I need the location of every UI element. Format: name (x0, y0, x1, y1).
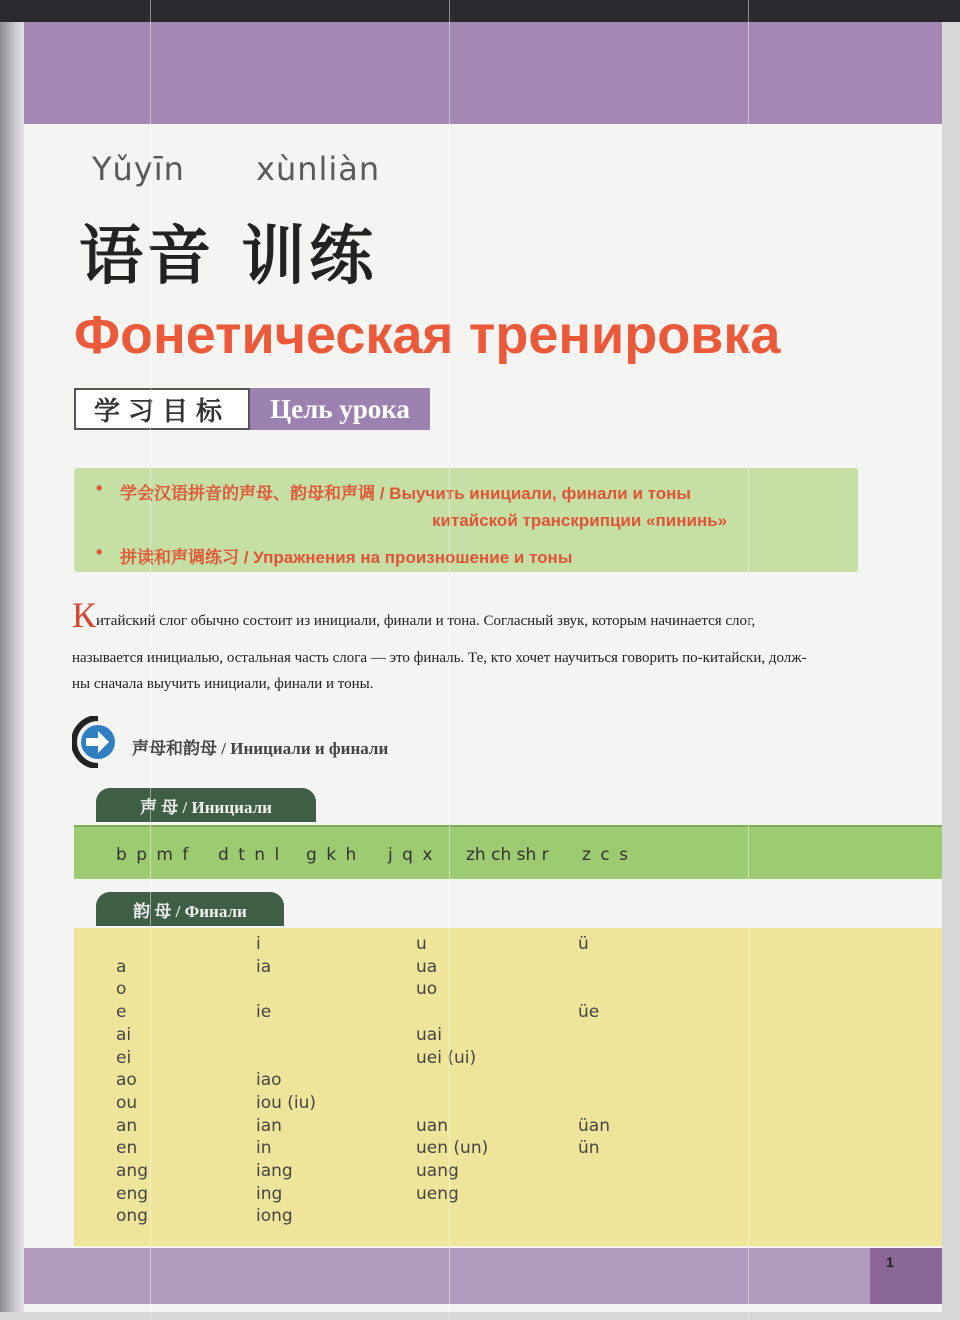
initial-group: zh ch sh r (466, 845, 549, 865)
final-cell: ie (256, 1002, 272, 1023)
scan-top-edge (0, 0, 960, 22)
book-binding (0, 22, 24, 1312)
paragraph-line-2: называется инициалью, остальная часть слога — это финаль. Те, кто хочет научиться говорить по-китайски, долж- (72, 650, 807, 666)
initial-group: z c s (582, 845, 630, 865)
final-cell: ueng (416, 1183, 459, 1204)
goal-label-chinese: 学习目标 (74, 388, 250, 430)
final-cell: i (256, 934, 261, 954)
final-cell: uang (416, 1161, 459, 1181)
paragraph-line-1: итайский слог обычно состоит из инициали, финали и тона. Согласный звук, которым начинается слог, (96, 613, 756, 629)
final-cell: ang (116, 1161, 148, 1181)
final-cell: uai (416, 1024, 442, 1045)
final-cell: an (116, 1115, 138, 1136)
initials-tab: 声 母 / Инициали (96, 788, 316, 822)
paragraph-line-3: ны сначала выучить инициали, финали и тоны. (72, 676, 374, 692)
final-cell: uan (416, 1115, 448, 1136)
bullet-icon: • (96, 478, 103, 498)
section-heading: 声母和韵母 / Инициали и финали (132, 739, 389, 758)
final-cell: ao (116, 1070, 137, 1091)
scan-line (150, 0, 151, 1320)
pinyin-yuyin: Yǔyīn (92, 150, 185, 188)
final-cell: iong (256, 1206, 293, 1227)
initial-group: j q x (388, 845, 435, 865)
final-cell: ün (578, 1138, 600, 1159)
scan-line (748, 0, 749, 1320)
final-cell: a (116, 956, 127, 977)
page-number-box (870, 1248, 942, 1304)
final-cell: en (116, 1138, 138, 1159)
final-cell: ei (116, 1047, 132, 1068)
final-cell: eng (116, 1183, 149, 1204)
final-cell: in (256, 1138, 272, 1159)
final-cell: üe (578, 1002, 600, 1023)
final-cell: üan (578, 1115, 610, 1136)
russian-title: Фонетическая тренировка (74, 305, 781, 365)
final-cell: uo (416, 979, 438, 1000)
finals-tab: 韵 母 / Финали (96, 892, 284, 926)
dropcap: К (72, 595, 97, 635)
objectives-box (74, 468, 858, 572)
final-cell: iao (256, 1070, 282, 1091)
final-cell: u (416, 934, 427, 954)
final-cell: o (116, 979, 127, 1000)
scan-line (449, 0, 450, 1320)
lesson-goal-label (74, 388, 430, 430)
final-cell: ua (416, 956, 438, 977)
initials-bar (74, 825, 942, 879)
final-cell: ing (256, 1183, 283, 1204)
chinese-title: 语音 训练 (79, 219, 378, 294)
goal-label-russian: Цель урока (250, 388, 430, 430)
objective-2: 拼读和声调练习 / Упражнения на произношение и тоны (120, 548, 573, 567)
initial-group: b p m f (116, 845, 191, 865)
page-number: 1 (886, 1254, 894, 1270)
objective-1-line-2: китайской транскрипции «пининь» (432, 511, 728, 530)
final-cell: ü (578, 934, 589, 954)
final-cell: ia (256, 956, 272, 977)
top-color-band (24, 22, 942, 124)
final-cell: uei (ui) (416, 1047, 477, 1068)
final-cell: ian (256, 1115, 282, 1136)
final-cell: ong (116, 1206, 148, 1227)
objective-1-line-1: 学会汉语拼音的声母、韵母和声调 / Выучить инициали, финали и тоны (120, 484, 691, 503)
bottom-color-band (24, 1248, 942, 1304)
finals-table (74, 928, 942, 1246)
final-cell: ou (116, 1092, 138, 1113)
final-cell: ai (116, 1024, 132, 1045)
final-cell: e (116, 1002, 127, 1023)
final-cell: iang (256, 1161, 293, 1181)
final-cell: iou (iu) (256, 1092, 317, 1113)
initial-group: g k h (306, 845, 359, 865)
bullet-icon: • (96, 542, 103, 562)
initial-group: d t n l (218, 845, 282, 865)
final-cell: uen (un) (416, 1138, 489, 1159)
textbook-page (24, 22, 942, 1312)
pinyin-xunlian: xùnliàn (256, 150, 381, 188)
arrow-circle-icon (72, 716, 116, 768)
